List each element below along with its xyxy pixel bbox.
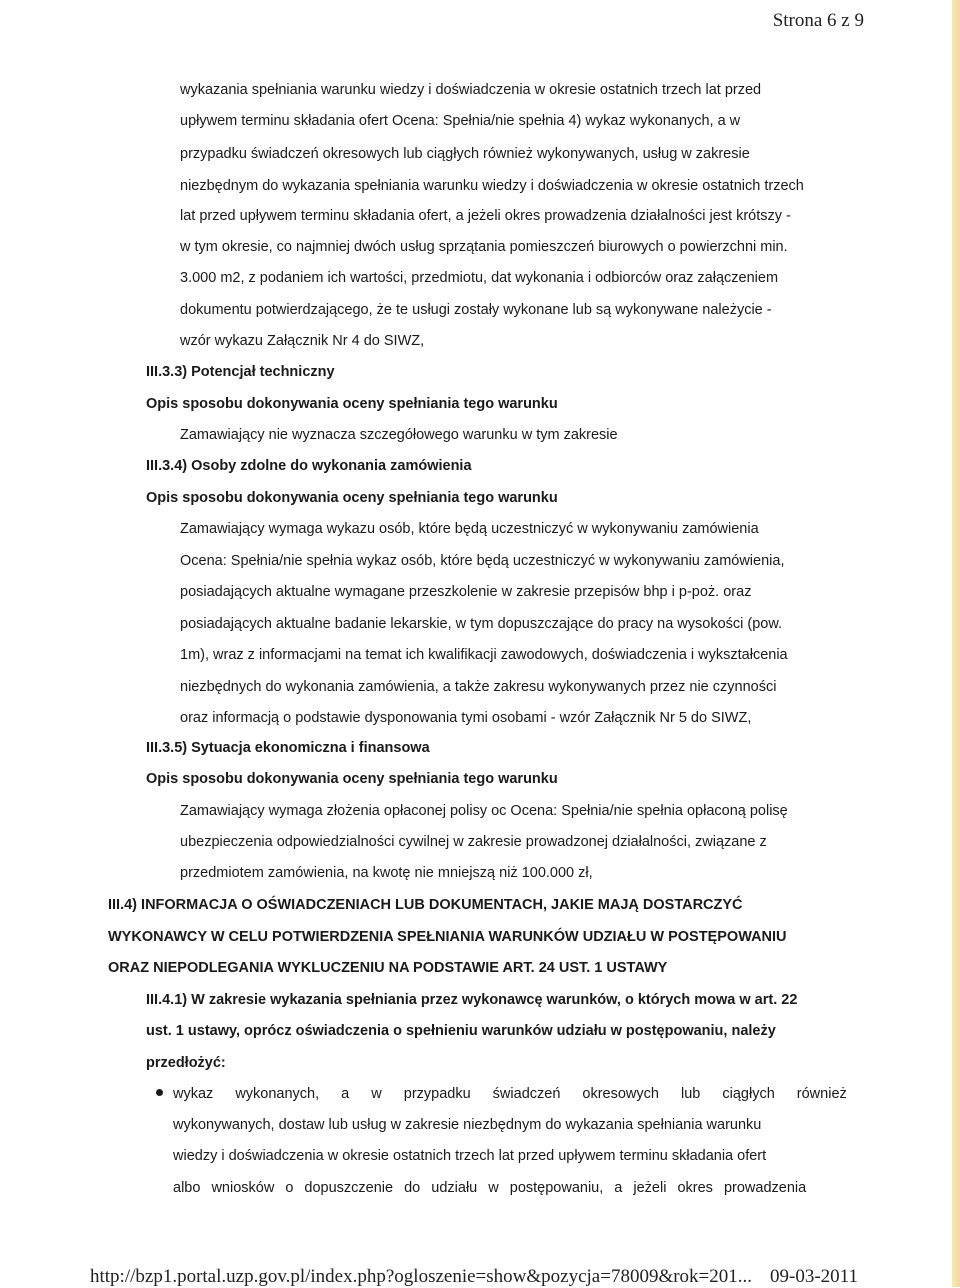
section-heading: III.3.4) Osoby zdolne do wykonania zamówienia <box>146 458 472 474</box>
text-line: Zamawiający wymaga złożenia opłaconej polisy oc Ocena: Spełnia/nie spełnia opłaconą polisę <box>180 803 788 819</box>
text-line: niezbędnym do wykazania spełniania warunku wiedzy i doświadczenia w okresie ostatnich trzech <box>180 178 804 194</box>
section-heading-cont: WYKONAWCY W CELU POTWIERDZENIA SPEŁNIANIA WARUNKÓW UDZIAŁU W POSTĘPOWANIU <box>108 929 787 945</box>
bullet-icon <box>156 1089 163 1096</box>
footer-url: http://bzp1.portal.uzp.gov.pl/index.php?ogloszenie=show&pozycja=78009&rok=201... <box>90 1266 753 1287</box>
section-heading-cont: ORAZ NIEPODLEGANIA WYKLUCZENIU NA PODSTAWIE ART. 24 UST. 1 USTAWY <box>108 960 668 976</box>
subsection-heading: III.4.1) W zakresie wykazania spełniania przez wykonawcę warunków, o których mowa w art. 22 <box>146 992 798 1008</box>
section-heading: III.4) INFORMACJA O OŚWIADCZENIACH LUB DOKUMENTACH, JAKIE MAJĄ DOSTARCZYĆ <box>108 897 743 913</box>
text-line: posiadających aktualne wymagane przeszkolenie w zakresie przepisów bhp i p-poż. oraz <box>180 584 752 600</box>
subsection-heading-cont: ust. 1 ustawy, oprócz oświadczenia o spełnieniu warunków udziału w postępowaniu, należy <box>146 1023 776 1039</box>
text-line: lat przed upływem terminu składania ofert, a jeżeli okres prowadzenia działalności jest krótszy - <box>180 208 791 224</box>
text-line: oraz informacją o podstawie dysponowania tymi osobami - wzór Załącznik Nr 5 do SIWZ, <box>180 710 752 726</box>
page-edge-stripe <box>952 0 960 1287</box>
text-line: ubezpieczenia odpowiedzialności cywilnej w zakresie prowadzonej działalności, związane z <box>180 834 767 850</box>
subsection-heading: Opis sposobu dokonywania oceny spełniania tego warunku <box>146 490 558 506</box>
text-line: Zamawiający nie wyznacza szczegółowego warunku w tym zakresie <box>180 427 618 443</box>
text-line: niezbędnych do wykonania zamówienia, a także zakresu wykonywanych przez nie czynności <box>180 679 777 695</box>
text-line: dokumentu potwierdzającego, że te usługi zostały wykonane lub są wykonywane należycie - <box>180 302 772 318</box>
print-footer <box>90 1266 858 1288</box>
text-line: upływem terminu składania ofert Ocena: Spełnia/nie spełnia 4) wykaz wykonanych, a w <box>180 113 741 129</box>
footer-date: 09-03-2011 <box>770 1266 858 1287</box>
text-line: wzór wykazu Załącznik Nr 4 do SIWZ, <box>180 333 425 349</box>
subsection-heading-cont: przedłożyć: <box>146 1055 226 1071</box>
list-item-line: wykonywanych, dostaw lub usług w zakresie niezbędnym do wykazania spełniania warunku <box>173 1117 762 1133</box>
page-number: Strona 6 z 9 <box>772 10 864 31</box>
text-line: posiadających aktualne badanie lekarskie, w tym dopuszczające do pracy na wysokości (pow. <box>180 616 783 632</box>
text-line: Ocena: Spełnia/nie spełnia wykaz osób, które będą uczestniczyć w wykonywaniu zamówienia, <box>180 553 785 569</box>
list-item-text: wykaz wykonanych, a w przypadku świadczeń okresowych lub ciągłych również <box>173 1086 847 1102</box>
section-heading: III.3.3) Potencjał techniczny <box>146 364 335 380</box>
text-line: przedmiotem zamówienia, na kwotę nie mniejszą niż 100.000 zł, <box>180 865 593 881</box>
text-line: przypadku świadczeń okresowych lub ciągłych również wykonywanych, usług w zakresie <box>180 146 750 162</box>
text-line: w tym okresie, co najmniej dwóch usług sprzątania pomieszczeń biurowych o powierzchni min. <box>180 239 788 255</box>
text-line: 1m), wraz z informacjami na temat ich kwalifikacji zawodowych, doświadczenia i wykształcenia <box>180 647 788 663</box>
text-line: Zamawiający wymaga wykazu osób, które będą uczestniczyć w wykonywaniu zamówienia <box>180 521 759 537</box>
list-item-line <box>173 1085 847 1103</box>
text-line: 3.000 m2, z podaniem ich wartości, przedmiotu, dat wykonania i odbiorców oraz załączeniem <box>180 270 779 286</box>
subsection-heading: Opis sposobu dokonywania oceny spełniania tego warunku <box>146 396 558 412</box>
list-item-line: wiedzy i doświadczenia w okresie ostatnich trzech lat przed upływem terminu składania ofert <box>173 1148 767 1164</box>
list-item-line: albo wniosków o dopuszczenie do udziału w postępowaniu, a jeżeli okres prowadzenia <box>173 1180 807 1196</box>
subsection-heading: Opis sposobu dokonywania oceny spełniania tego warunku <box>146 771 558 787</box>
text-line: wykazania spełniania warunku wiedzy i doświadczenia w okresie ostatnich trzech lat przed <box>180 82 762 98</box>
section-heading: III.3.5) Sytuacja ekonomiczna i finansowa <box>146 740 430 756</box>
